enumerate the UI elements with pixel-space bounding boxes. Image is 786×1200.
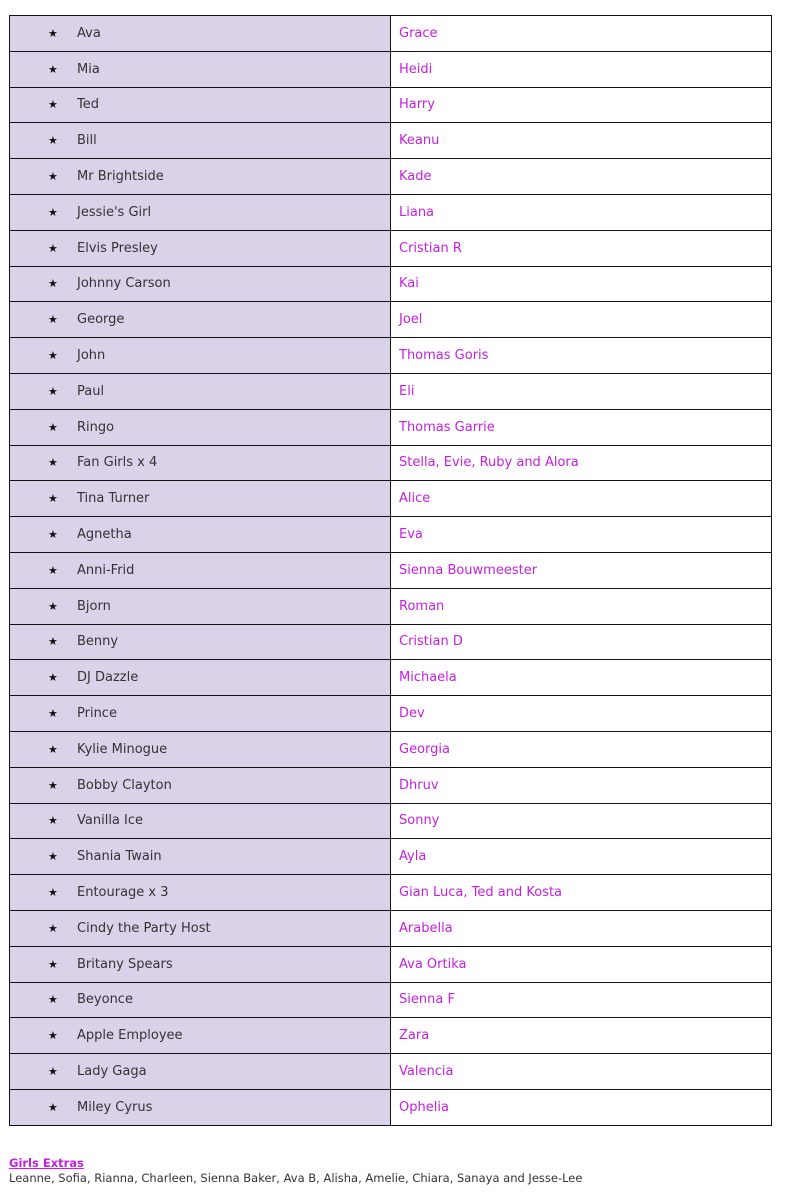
star-bullet-icon: ★ — [48, 993, 58, 1007]
role-cell — [10, 194, 391, 230]
table-row — [10, 517, 772, 553]
role-name: DJ Dazzle — [77, 670, 139, 686]
star-bullet-icon: ★ — [48, 456, 58, 470]
table-row — [10, 302, 772, 338]
star-bullet-icon: ★ — [48, 528, 58, 542]
actor-name: Thomas Goris — [391, 338, 772, 374]
table-row — [10, 696, 772, 732]
role-name: Prince — [77, 706, 117, 722]
table-row — [10, 194, 772, 230]
role-name: Tina Turner — [77, 491, 150, 507]
role-cell — [10, 982, 391, 1018]
star-bullet-icon: ★ — [48, 921, 58, 935]
role-name: Bobby Clayton — [77, 777, 172, 793]
table-row — [10, 409, 772, 445]
role-name: Anni-Frid — [77, 562, 135, 578]
table-row — [10, 266, 772, 302]
star-bullet-icon: ★ — [48, 886, 58, 900]
role-name: Miley Cyrus — [77, 1099, 153, 1115]
role-cell — [10, 1018, 391, 1054]
role-cell — [10, 767, 391, 803]
actor-name: Ophelia — [391, 1089, 772, 1125]
role-cell — [10, 910, 391, 946]
role-cell — [10, 588, 391, 624]
table-row — [10, 373, 772, 409]
role-name: Apple Employee — [77, 1028, 183, 1044]
table-row — [10, 1054, 772, 1090]
role-cell — [10, 338, 391, 374]
role-cell — [10, 373, 391, 409]
table-row — [10, 588, 772, 624]
table-row — [10, 16, 772, 52]
role-name: Ava — [77, 25, 101, 41]
table-row — [10, 51, 772, 87]
actor-name: Valencia — [391, 1054, 772, 1090]
actor-name: Liana — [391, 194, 772, 230]
role-cell — [10, 839, 391, 875]
role-name: Ringo — [77, 419, 115, 435]
role-name: Mia — [77, 61, 100, 77]
table-row — [10, 1089, 772, 1125]
actor-name: Harry — [391, 87, 772, 123]
table-row — [10, 481, 772, 517]
role-name: Britany Spears — [77, 956, 173, 972]
table-row — [10, 87, 772, 123]
extras-section — [9, 1156, 582, 1186]
role-cell — [10, 445, 391, 481]
role-name: Cindy the Party Host — [77, 920, 211, 936]
table-row — [10, 910, 772, 946]
role-name: Vanilla Ice — [77, 813, 144, 829]
role-name: Bjorn — [77, 598, 111, 614]
star-bullet-icon: ★ — [48, 563, 58, 577]
star-bullet-icon: ★ — [48, 170, 58, 184]
table-row — [10, 946, 772, 982]
actor-name: Michaela — [391, 660, 772, 696]
extras-names: Leanne, Sofia, Rianna, Charleen, Sienna Baker, Ava B, Alisha, Amelie, Chiara, Sanaya and Jesse-Lee — [9, 1171, 583, 1185]
role-cell — [10, 731, 391, 767]
role-cell — [10, 87, 391, 123]
actor-name: Alice — [391, 481, 772, 517]
star-bullet-icon: ★ — [48, 850, 58, 864]
actor-name: Sienna F — [391, 982, 772, 1018]
actor-name: Heidi — [391, 51, 772, 87]
table-row — [10, 338, 772, 374]
actor-name: Zara — [391, 1018, 772, 1054]
role-name: Agnetha — [77, 527, 132, 543]
table-row — [10, 159, 772, 195]
star-bullet-icon: ★ — [48, 420, 58, 434]
role-cell — [10, 230, 391, 266]
role-cell — [10, 123, 391, 159]
actor-name: Ayla — [391, 839, 772, 875]
star-bullet-icon: ★ — [48, 98, 58, 112]
star-bullet-icon: ★ — [48, 277, 58, 291]
table-row — [10, 731, 772, 767]
star-bullet-icon: ★ — [48, 349, 58, 363]
star-bullet-icon: ★ — [48, 313, 58, 327]
actor-name: Ava Ortika — [391, 946, 772, 982]
actor-name: Eva — [391, 517, 772, 553]
star-bullet-icon: ★ — [48, 205, 58, 219]
role-name: Beyonce — [77, 992, 133, 1008]
star-bullet-icon: ★ — [48, 134, 58, 148]
role-name: Fan Girls x 4 — [77, 455, 158, 471]
role-cell — [10, 696, 391, 732]
role-name: Johnny Carson — [77, 276, 171, 292]
role-cell — [10, 552, 391, 588]
role-cell — [10, 481, 391, 517]
role-cell — [10, 1054, 391, 1090]
role-name: Lady Gaga — [77, 1064, 147, 1079]
star-bullet-icon: ★ — [48, 635, 58, 649]
role-name: Paul — [77, 383, 105, 399]
role-cell — [10, 624, 391, 660]
table-row — [10, 875, 772, 911]
role-cell — [10, 302, 391, 338]
cast-table — [9, 15, 772, 1126]
star-bullet-icon: ★ — [48, 492, 58, 506]
role-name: Bill — [77, 133, 97, 149]
role-cell — [10, 803, 391, 839]
role-cell — [10, 517, 391, 553]
role-name: Entourage x 3 — [77, 885, 169, 901]
actor-name: Thomas Garrie — [391, 409, 772, 445]
actor-name: Joel — [391, 302, 772, 338]
star-bullet-icon: ★ — [48, 1029, 58, 1043]
table-row — [10, 803, 772, 839]
role-name: Kylie Minogue — [77, 741, 168, 757]
table-row — [10, 660, 772, 696]
cast-table-body — [10, 16, 772, 1126]
actor-name: Gian Luca, Ted and Kosta — [391, 875, 772, 911]
extras-title[interactable]: Girls Extras — [9, 1156, 84, 1170]
actor-name: Georgia — [391, 731, 772, 767]
actor-name: Sonny — [391, 803, 772, 839]
table-row — [10, 123, 772, 159]
actor-name: Roman — [391, 588, 772, 624]
actor-name: Arabella — [391, 910, 772, 946]
role-cell — [10, 946, 391, 982]
role-cell — [10, 16, 391, 52]
actor-name: Dev — [391, 696, 772, 732]
star-bullet-icon: ★ — [48, 241, 58, 255]
table-row — [10, 1018, 772, 1054]
star-bullet-icon: ★ — [48, 957, 58, 971]
table-row — [10, 839, 772, 875]
star-bullet-icon: ★ — [48, 742, 58, 756]
role-name: Shania Twain — [77, 849, 162, 865]
star-bullet-icon: ★ — [48, 26, 58, 40]
actor-name: Grace — [391, 16, 772, 52]
role-cell — [10, 660, 391, 696]
role-cell — [10, 875, 391, 911]
star-bullet-icon: ★ — [48, 814, 58, 828]
actor-name: Keanu — [391, 123, 772, 159]
role-cell — [10, 159, 391, 195]
role-cell — [10, 1089, 391, 1125]
star-bullet-icon: ★ — [48, 707, 58, 721]
role-name: George — [77, 312, 125, 328]
role-name: Mr Brightside — [77, 169, 164, 185]
star-bullet-icon: ★ — [48, 62, 58, 76]
role-cell — [10, 409, 391, 445]
actor-name: Cristian D — [391, 624, 772, 660]
actor-name: Dhruv — [391, 767, 772, 803]
star-bullet-icon: ★ — [48, 1065, 58, 1078]
table-row — [10, 767, 772, 803]
actor-name: Kade — [391, 159, 772, 195]
role-cell — [10, 266, 391, 302]
table-row — [10, 552, 772, 588]
role-cell — [10, 51, 391, 87]
star-bullet-icon: ★ — [48, 778, 58, 792]
table-row — [10, 982, 772, 1018]
role-name: Elvis Presley — [77, 240, 158, 256]
actor-name: Stella, Evie, Ruby and Alora — [391, 445, 772, 481]
table-row — [10, 624, 772, 660]
star-bullet-icon: ★ — [48, 599, 58, 613]
table-row — [10, 445, 772, 481]
actor-name: Kai — [391, 266, 772, 302]
role-name: Ted — [77, 97, 99, 113]
actor-name: Sienna Bouwmeester — [391, 552, 772, 588]
star-bullet-icon: ★ — [48, 671, 58, 685]
actor-name: Cristian R — [391, 230, 772, 266]
role-name: Benny — [77, 634, 119, 650]
star-bullet-icon: ★ — [48, 384, 58, 398]
role-name: John — [77, 348, 106, 364]
role-name: Jessie's Girl — [77, 204, 152, 220]
star-bullet-icon: ★ — [48, 1100, 58, 1114]
table-row — [10, 230, 772, 266]
actor-name: Eli — [391, 373, 772, 409]
